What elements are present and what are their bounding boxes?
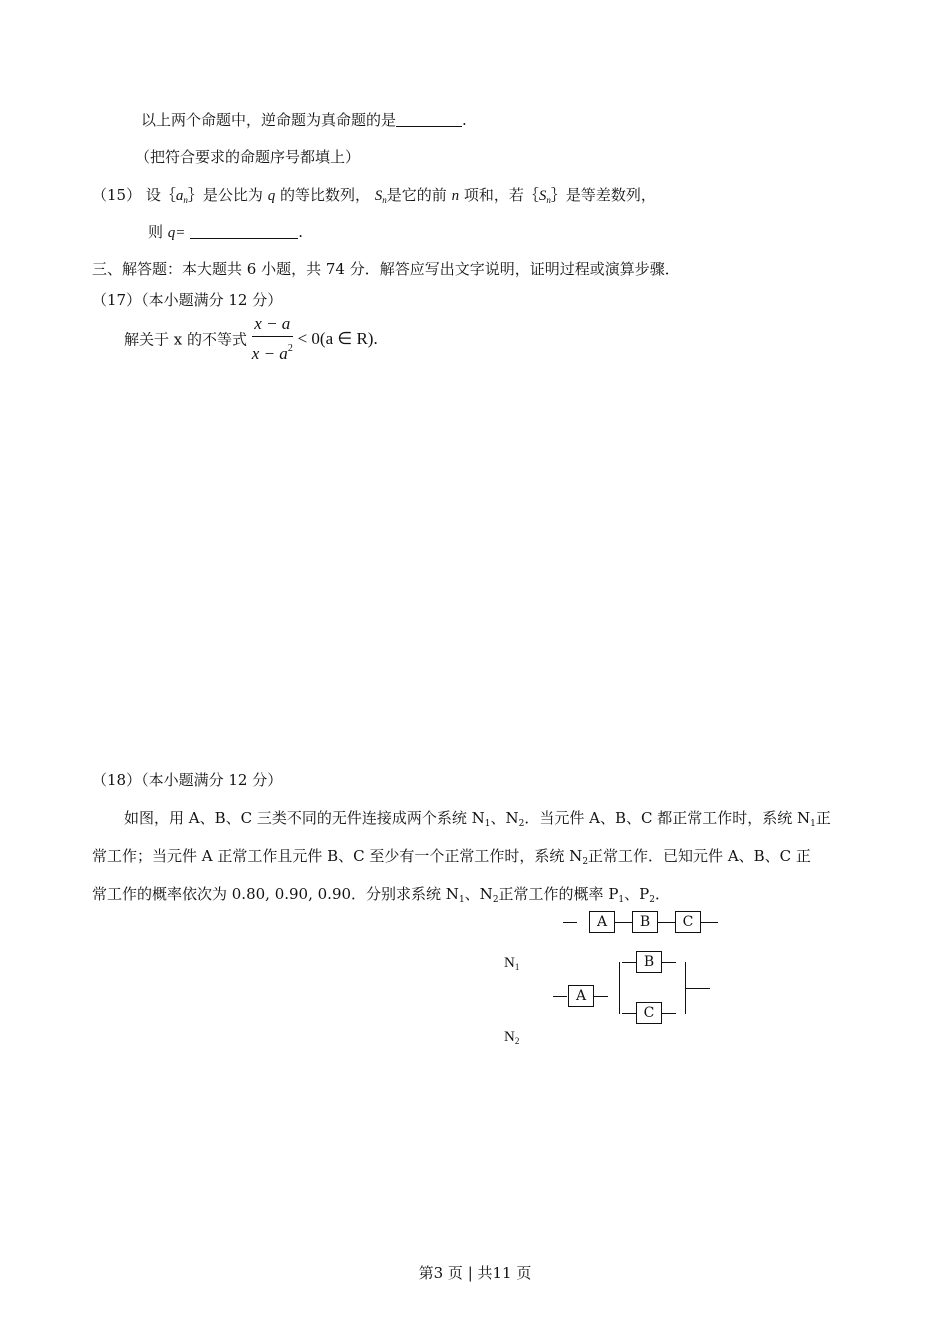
q15-S-sub: n — [382, 195, 387, 205]
q18-p3c: 正常工作的概率 P — [498, 885, 619, 903]
q15-qeq: q= — [167, 225, 186, 241]
q18-p3a: 常工作的概率依次为 0.80, 0.90, 0.90．分别求系统 N — [92, 885, 459, 903]
q18-p3b: 、N — [464, 885, 493, 903]
q18-p3-sub3: 1 — [618, 895, 625, 905]
q15-text-5: 项和，若｛ — [463, 186, 539, 204]
n2-box-c: C — [636, 1002, 662, 1024]
q17-heading: （17）（本小题满分 12 分） — [92, 291, 283, 309]
q18-paragraph-line-3 — [92, 884, 670, 910]
q15-text-4: 是它的前 — [386, 186, 447, 204]
q14-blank[interactable] — [396, 112, 462, 127]
q15-n: n — [451, 188, 460, 204]
n1-wire-right — [701, 922, 718, 923]
q14-text: 以上两个命题中，逆命题为真命题的是 — [141, 111, 397, 129]
n2-wire-c-out — [662, 1013, 676, 1014]
q14-note: （把符合要求的命题序号都填上） — [135, 148, 361, 166]
q18-paragraph-line-2 — [92, 846, 811, 872]
q15-end: . — [298, 223, 303, 241]
q15-S2: S — [538, 188, 547, 204]
q17-statement — [124, 314, 378, 364]
q17-rhs: < 0(a ∈ R). — [297, 329, 378, 348]
section-3-heading: 三、解答题：本大题共 6 小题，共 74 分．解答应写出文字说明，证明过程或演算步骤． — [92, 260, 680, 278]
q18-p1d: 正 — [815, 809, 831, 827]
q18-p1c: ．当元件 A、B、C 都正常工作时，系统 N — [524, 809, 811, 827]
q15-q: q — [267, 188, 276, 204]
q18-p3-sub4: 2 — [649, 895, 655, 905]
q17-denominator — [252, 337, 293, 364]
q15-S2-sub: n — [546, 195, 551, 205]
q18-p3e: ． — [654, 885, 670, 903]
n1-box-a: A — [589, 911, 615, 933]
q18-p2a: 常工作；当元件 A 正常工作且元件 B、C 至少有一个正常工作时，系统 N — [92, 847, 583, 865]
n2-wire-right — [686, 988, 710, 989]
q15-number: （15） — [92, 186, 142, 204]
q17-den-text: x − a — [251, 344, 288, 363]
q15-text-1: 设｛ — [145, 186, 176, 204]
q17-text: 解关于 x 的不等式 — [124, 330, 247, 349]
n1-label — [504, 953, 519, 977]
n1-wire-bc — [658, 922, 675, 923]
n1-box-c: C — [675, 911, 701, 933]
q18-p3-sub2: 2 — [492, 895, 499, 905]
q18-p2b: 正常工作．已知元件 A、B、C 正 — [588, 847, 811, 865]
n2-box-a: A — [568, 985, 594, 1007]
n2-box-b: B — [636, 951, 662, 973]
n2-wire-a-out — [594, 996, 608, 997]
q15-ze: 则 — [148, 223, 164, 241]
q17-fraction — [252, 314, 293, 364]
q15-blank[interactable] — [190, 224, 298, 239]
q15-text-3: 的等比数列， — [279, 186, 370, 204]
q18-p3-sub1: 1 — [458, 895, 465, 905]
q18-p1-sub2: 2 — [518, 819, 525, 829]
q15-S: S — [374, 188, 383, 204]
n2-left-bus — [619, 962, 620, 1014]
n2-wire-left — [553, 996, 567, 997]
q18-paragraph-line-1 — [124, 808, 831, 834]
q18-p1a: 如图，用 A、B、C 三类不同的无件连接成两个系统 N — [124, 809, 485, 827]
n2-label-text: N — [504, 1029, 515, 1045]
q18-p1b: 、N — [490, 809, 519, 827]
n1-label-sub: 1 — [514, 962, 520, 972]
q15-a: a — [175, 188, 184, 204]
n1-label-text: N — [504, 955, 515, 971]
n2-wire-c-in — [622, 1013, 636, 1014]
page-footer: 第3 页 | 共11 页 — [418, 1264, 532, 1282]
q18-p2-sub: 2 — [582, 857, 589, 867]
q18-heading: （18）（本小题满分 12 分） — [92, 771, 283, 789]
q15-statement — [92, 185, 656, 210]
q18-p3d: 、P — [624, 885, 650, 903]
q15-text-2: ｝是公比为 — [187, 186, 263, 204]
q15-answer-line — [148, 222, 303, 243]
q17-exponent: 2 — [287, 343, 293, 354]
n1-wire-ab — [615, 922, 632, 923]
n1-box-b: B — [632, 911, 658, 933]
n1-wire-left — [563, 922, 577, 923]
q15-text-6: ｝是等差数列， — [550, 186, 656, 204]
q14-end: . — [462, 111, 467, 129]
n2-label-sub: 2 — [514, 1036, 520, 1046]
n2-label — [504, 1027, 519, 1051]
q18-p1-sub1: 1 — [484, 819, 491, 829]
q14-answer-line — [141, 110, 467, 130]
n2-wire-b-in — [622, 962, 636, 963]
n2-wire-b-out — [662, 962, 676, 963]
q18-p1-sub3: 1 — [810, 819, 816, 829]
q17-numerator: x − a — [252, 314, 293, 337]
q15-a-sub: n — [183, 195, 188, 205]
